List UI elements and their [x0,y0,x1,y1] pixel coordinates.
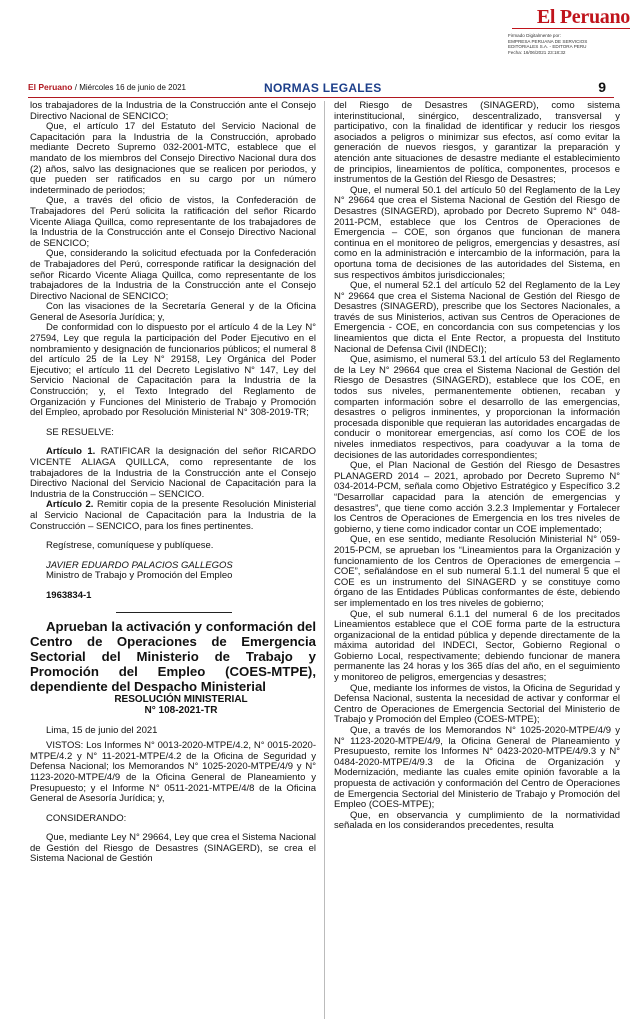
paragraph: Que, el artículo 17 del Estatuto del Servicio Nacional de Capacitación para la Industria de la Construcción, aprobado mediante Decreto Supremo 032-2001-MTC, establece que el mandato de los miembros del Consejo Directivo Nacional dura dos (2) años, salvo las designaciones que se realicen por periodos, y que pueden ser ratificados en su cargo por un número indeterminado de periodos; [30,121,316,196]
signed-line: Fecha: 16/06/2021 23:18:32 [508,49,566,55]
right-column [334,101,620,832]
paragraph: Que, el numeral 50.1 del artículo 50 del Reglamento de la Ley N° 29664 que crea el Sistema Nacional de Gestión del Riesgo de Desastres (SINAGERD), aprobado por Decreto Supremo N° 048-2011-PCM, establece que los Centros de Operaciones de Emergencia – COE, son órganos que funcionan de manera continua en el monitoreo de peligros, emergencias y desastres, así como en la administración e intercambio de la información, para la oportuna toma de decisiones de las autoridades del Sistema, en sus respectivos ámbitos jurisdiccionales; [334,184,620,281]
paragraph: Que, considerando la solicitud efectuada por la Confederación de Trabajadores del Perú, corresponde ratificar la designación del señor Ricardo Vicente Aliaga Quillca, como representante de los trabajadores de la Industria de la Construcción ante el Consejo Directivo Nacional de SENCICO; [30,248,316,302]
signer-title: Ministro de Trabajo y Promoción del Empleo [46,570,233,582]
article-1-label: Artículo 1. [46,446,96,458]
publication-code: 1963834-1 [46,589,92,601]
paragraph: Que, a través de los Memorandos N° 1025-2020-MTPE/4/9 y N° 1123-2020-MTPE/4/9, la Oficina General de Planeamiento y Presupuesto, remite los Informes N° 0423-2020-MTPE/4/9.3 y N° 0484-2020-MTPE/4/9.3 de la Oficina de Organización y Modernización, mediante las cuales emite opinión favorable a la propuesta de activación y conformación del Centro de Operaciones de Emergencia Sectorial del Ministerio de Trabajo y Promoción del Empleo (COES-MTPE); [334,725,620,811]
brand-name: El Peruano [28,82,73,92]
resolution-title: RESOLUCIÓN MINISTERIAL [114,693,248,705]
paragraph: Con las visaciones de la Secretaría General y de la Oficina General de Asesoría Jurídica; y, [30,301,316,323]
section-title: NORMAS LEGALES [264,81,382,95]
el-peruano-logo: El Peruano [536,6,630,28]
paragraph: Que, asimismo, el numeral 53.1 del artículo 53 del Reglamento de la Ley N° 29664 que crea el Sistema Nacional de Gestión del Riesgo de Desastres (SINAGERD), establece que los COE, en todos sus niveles, permanentemente obtienen, recaban y comparten información sobre el desarrollo de las emergencias, desastres o peligros inminentes, y proporcionan la información procesada disponible que requieran las autoridades encargadas de conducir o monitorear emergencias, así como los COE de los niveles inmediatos respectivos, para coadyuvar a la toma de decisiones de las autoridades correspondientes; [334,354,620,461]
signed-line: EMPRESA PERUANA DE SERVICIOS [508,38,588,44]
paragraph: Que, en ese sentido, mediante Resolución Ministerial N° 059-2015-PCM, se aprueban los “Lineamientos para la Organización y funcionamiento de los Centros de Operaciones de emergencia – COE”, señalándose en el sub numeral 5.1.1 del numeral 5 que el COE es un instrumento del SINAGERD y se constituye como órgano de las Entidades Públicas conformantes de éste, debiendo ser implementado en los tres niveles de gobierno; [334,534,620,609]
resolution-number: N° 108-2021-TR [144,705,218,717]
paragraph: Que, el sub numeral 6.1.1 del numeral 6 de los precitados Lineamientos establece que el COE forma parte de la estructura organizacional de la entidad pública y depende directamente de la máxima autoridad del INDECI, Sector, Gobierno Regional o Gobierno Local, respectivamente; debiendo funcionar de manera permanente las 24 horas y los 365 días del año, en el seguimiento y monitoreo de peligros, emergencias y desastres; [334,608,620,684]
closing-formula: Regístrese, comuníquese y publíquese. [46,540,214,552]
considerando-heading: CONSIDERANDO: [46,812,127,824]
vistos-paragraph: VISTOS: Los Informes N° 0013-2020-MTPE/4.2, N° 0015-2020-MTPE/4.2 y N° 11-2021-MTPE/4.2 de la Oficina de Seguridad y Defensa Nacional; los Memorandos N° 1025-2020-MTPE/4/9 y N° 1123-2020-MTPE/4/9 de la Oficina General de Planeamiento y Presupuesto; y el Informe N° 0511-2021-MTPE/4/8 de la Oficina General de Asesoría Jurídica; y, [30,740,316,805]
logo-underline [512,28,630,29]
digital-signature-note [508,33,632,55]
article-headline: Aprueban la activación y conformación del Centro de Operaciones de Emergencia Sectorial del Ministerio de Trabajo y Promoción del Empleo (COES-MTPE), dependiente del Despacho Ministerial [30,618,316,694]
article-1 [30,447,316,500]
se-resuelve: SE RESUELVE: [46,426,114,438]
article-2-label: Artículo 2. [46,499,94,511]
paragraph: Que, a través del oficio de vistos, la Confederación de Trabajadores del Perú solicita la ratificación del señor Ricardo Vicente Aliaga Quillca, como representante de los trabajadores de la Industria de la Construcción ante el Consejo Directivo Nacional de SENCICO; [30,195,316,249]
article-2-text: Remitir copia de la presente Resolución Ministerial al Servicio Nacional de Capacitación para la Industria de la Construcción – SENCICO, para los fines pertinentes. [30,499,316,532]
article-2 [30,500,316,532]
issue-date: / Miércoles 16 de junio de 2021 [74,83,186,92]
signed-line: Firmado Digitalmente por: [508,33,561,38]
paragraph: Que, mediante los informes de vistos, la Oficina de Seguridad y Defensa Nacional, sustenta la necesidad de activar y conformar el Centro de Operaciones de Emergencia Sectorial del Ministerio de Trabajo y Promoción del Empleo (COES-MTPE); [334,682,620,726]
place-date: Lima, 15 de junio del 2021 [46,724,158,736]
paragraph: del Riesgo de Desastres (SINAGERD), como sistema interinstitucional, sinérgico, descentralizado, transversal y participativo, con la finalidad de identificar y reducir los riesgos asociados a peligros o minimizar sus efectos, así como evitar la generación de nuevos riesgos, y garantizar la preparación y atención ante situaciones de desastre mediante el establecimiento de principios, lineamientos de política, componentes, procesos e instrumentos de la Gestión del Riesgo de Desastres; [334,100,620,186]
separator-rule [116,612,232,613]
paragraph: los trabajadores de la Industria de la Construcción ante el Consejo Directivo Nacional de SENCICO; [30,100,316,122]
running-head [28,79,614,98]
paragraph: Que, el Plan Nacional de Gestión del Riesgo de Desastres PLANAGERD 2014 – 2021, aprobado por Decreto Supremo N° 034-2014-PCM, señala como Objetivo Estratégico y Específico 3.2 “Desarrollar capacidad para la atención de emergencias y desastres”, que tiene como acción 3.2.3 Implementar y Fortalecer los Centros de Operaciones de Emergencia en los tres niveles de gobierno, y tiene como indicador contar un COE implementado; [334,460,620,535]
page-number: 9 [598,79,606,95]
paragraph: De conformidad con lo dispuesto por el artículo 4 de la Ley N° 27594, Ley que regula la participación del Poder Ejecutivo en el nombramiento y designación de funcionarios públicos; el numeral 8 del artículo 25 de la Ley N° 29158, Ley Orgánica del Poder Ejecutivo; el artículo 11 del Decreto Legislativo N° 147, Ley del Servicio Nacional de Capacitación para la Industria de la Construcción; y, el Texto Integrado del Reglamento de Organización y Funciones del Ministerio de Trabajo y Promoción del Empleo, aprobado por Resolución Ministerial N° 308-2019-TR; [30,322,316,419]
paragraph: Que, en observancia y cumplimiento de la normatividad señalada en los considerandos precedentes, resulta [334,809,620,832]
article-1-text: RATIFICAR la designación del señor RICARDO VICENTE ALIAGA QUILLCA, como representante de los trabajadores de la Industria de la Construcción ante el Consejo Directivo Nacional del Servicio Nacional de Capacitación para la Industria de la Construcción – SENCICO. [30,446,317,500]
signer-name: JAVIER EDUARDO PALACIOS GALLEGOS [46,559,233,571]
running-head-brand [28,82,186,92]
column-divider [324,101,325,1019]
left-column [30,101,316,865]
masthead [0,0,642,80]
paragraph: Que, el numeral 52.1 del artículo 52 del Reglamento de la Ley N° 29664 que crea el Sistema Nacional de Gestión del Riesgo de Desastres (SINAGERD), prescribe que los Sectores Nacionales, a través de sus Ministerios, activan sus Centros de Operaciones de Emergencia - COE, en concordancia con sus competencias y los lineamientos que dicta el Ente Rector, a propuesta del Instituto Nacional de Defensa Civil (INDECI); [334,280,620,355]
paragraph: Que, mediante Ley N° 29664, Ley que crea el Sistema Nacional de Gestión del Riesgo de Desastres (SINAGERD), se crea el Sistema Nacional de Gestión [30,832,316,865]
signed-line: EDITORIALES S.A. - EDITORA PERU [508,44,587,50]
